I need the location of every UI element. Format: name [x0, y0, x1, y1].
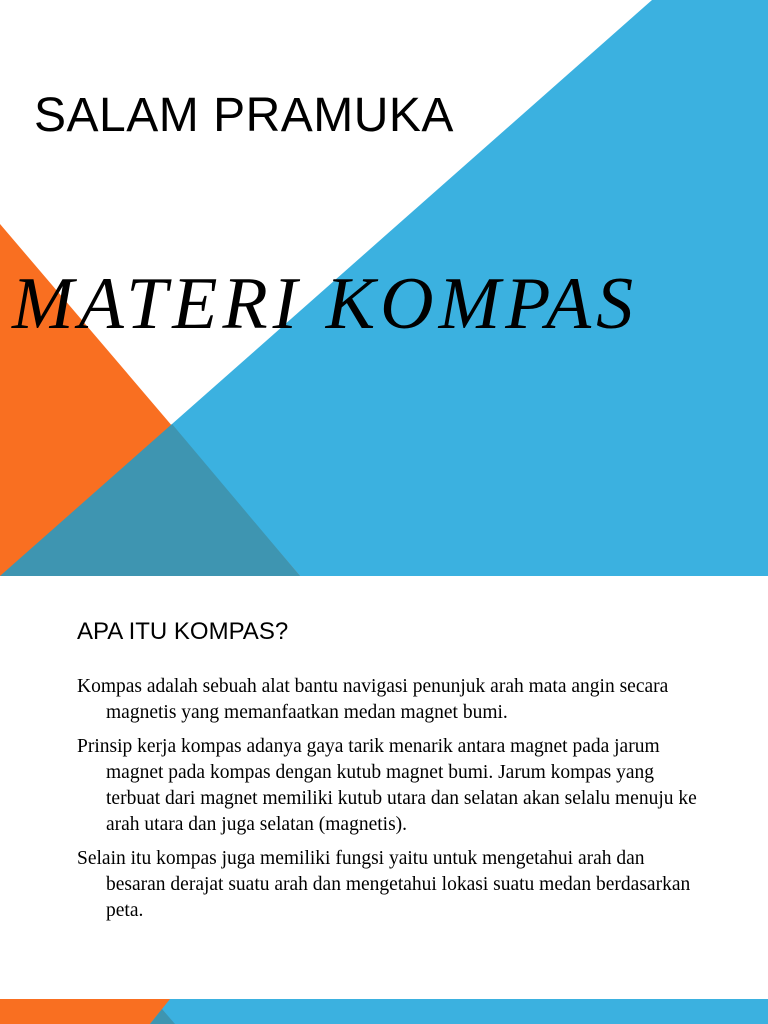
greeting-text: SALAM PRAMUKA	[34, 89, 454, 142]
slide-title: MATERI KOMPAS	[12, 263, 639, 345]
paragraph-principle: Prinsip kerja kompas adanya gaya tarik menarik antara magnet pada jarum magnet pada kompas dengan kutub magnet bumi. Jarum kompas yang terbuat dari magnet memiliki kutub utara dan selatan akan selalu menuju ke arah utara dan juga selatan (magnetis).	[77, 736, 697, 835]
strip-orange	[0, 999, 170, 1024]
paragraph-function: Selain itu kompas juga memiliki fungsi yaitu untuk mengetahui arah dan besaran derajat suatu arah dan mengetahui lokasi suatu medan berdasarkan peta.	[77, 848, 691, 921]
content-body	[77, 674, 703, 932]
content-slide	[0, 578, 768, 1024]
content-heading: APA ITU KOMPAS?	[77, 618, 289, 645]
paragraph-definition: Kompas adalah sebuah alat bantu navigasi penunjuk arah mata angin secara magnetis yang memanfaatkan medan magnet bumi.	[77, 676, 669, 723]
bottom-accent-strip	[0, 999, 768, 1024]
